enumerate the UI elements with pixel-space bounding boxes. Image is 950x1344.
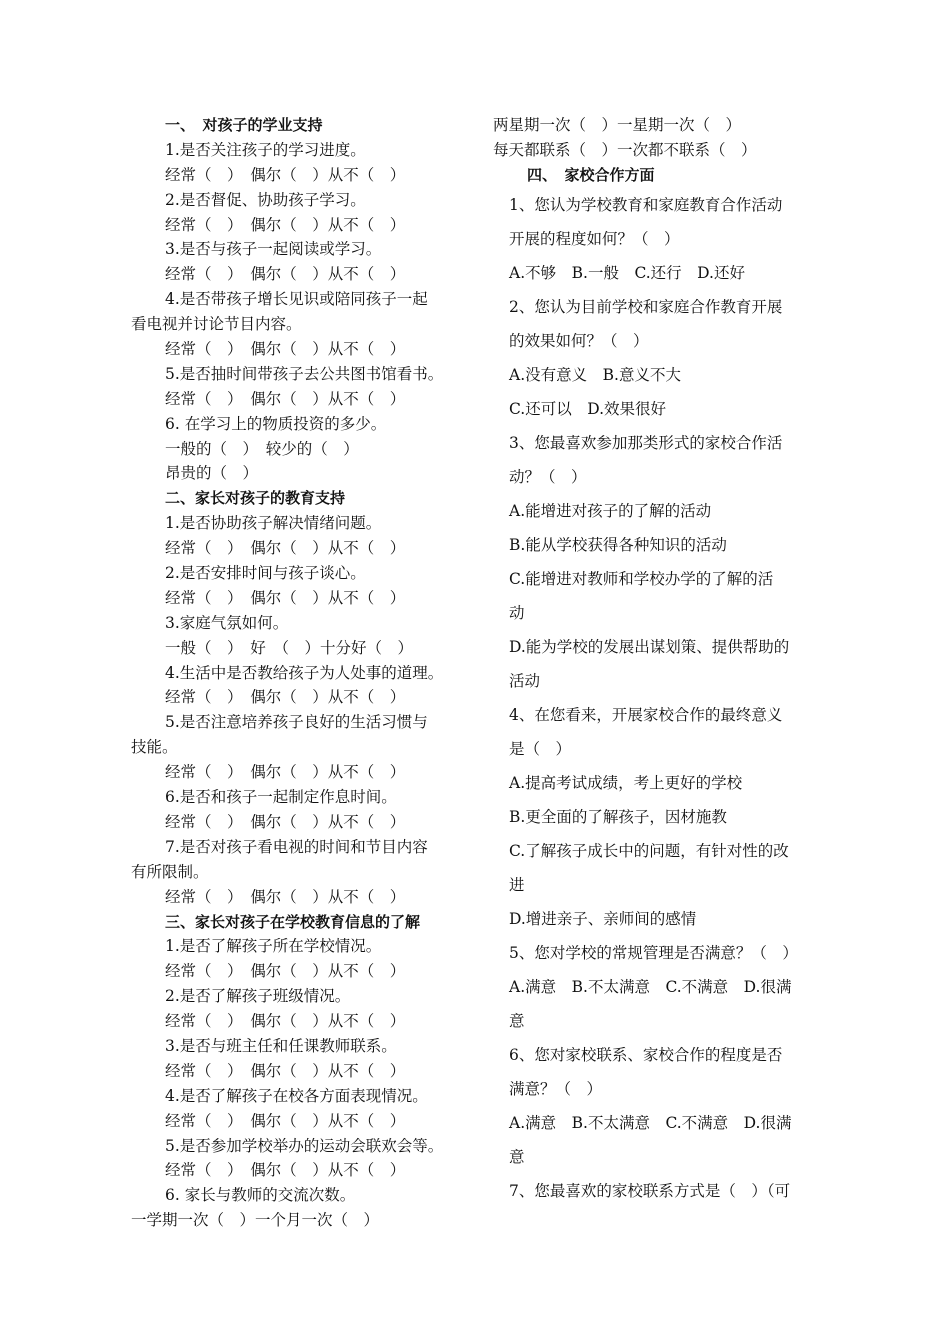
left-line: 有所限制。 (131, 862, 209, 881)
right-top-line: 每天都联系（ ）一次都不联系（ ） (493, 140, 757, 159)
right-line: 意 (509, 1147, 525, 1166)
right-top-block (493, 113, 813, 188)
right-line: 动？（ ） (509, 467, 587, 486)
left-line: 6. 在学习上的物质投资的多少。 (165, 414, 387, 433)
right-line: 是（ ） (509, 739, 572, 758)
left-line: 1.是否了解孩子所在学校情况。 (165, 937, 382, 956)
left-line: 经常（ ） 偶尔（ ）从不（ ） (165, 1061, 406, 1080)
left-line: 3.家庭气氛如何。 (165, 613, 289, 632)
right-line: 7、您最喜欢的家校联系方式是（ ）（可 (509, 1181, 791, 1200)
left-line: 看电视并讨论节目内容。 (131, 315, 302, 334)
left-line: 经常（ ） 偶尔（ ）从不（ ） (165, 265, 406, 284)
right-line: 2、您认为目前学校和家庭合作教育开展 (509, 297, 783, 316)
right-questions-block (493, 188, 813, 1208)
right-top-line: 两星期一次（ ）一星期一次（ ） (493, 116, 742, 134)
right-line: C.了解孩子成长中的问题，有针对性的改 (509, 841, 789, 860)
right-line: 进 (509, 875, 525, 894)
left-line: 经常（ ） 偶尔（ ）从不（ ） (165, 165, 406, 184)
left-line: 3.是否与孩子一起阅读或学习。 (165, 240, 382, 259)
left-line: 2.是否督促、协助孩子学习。 (165, 190, 366, 209)
left-line: 5.是否注意培养孩子良好的生活习惯与 (165, 713, 428, 732)
left-line: 一般（ ） 好 （ ）十分好（ ） (165, 638, 414, 657)
section-heading: 四、 家校合作方面 (527, 165, 655, 184)
right-line: D.能为学校的发展出谋划策、提供帮助的 (509, 637, 790, 656)
right-line: B.更全面的了解孩子，因材施教 (509, 807, 727, 826)
left-line: 经常（ ） 偶尔（ ）从不（ ） (165, 962, 406, 981)
left-line: 经常（ ） 偶尔（ ）从不（ ） (165, 763, 406, 782)
right-line: A.没有意义 B.意义不大 (509, 365, 681, 384)
section-heading: 三、家长对孩子在学校教育信息的了解 (165, 912, 421, 931)
left-line: 6. 家长与教师的交流次数。 (165, 1186, 356, 1205)
left-line: 经常（ ） 偶尔（ ）从不（ ） (165, 1161, 406, 1180)
right-line: 6、您对家校联系、家校合作的程度是否 (509, 1045, 783, 1064)
left-line: 1.是否关注孩子的学习进度。 (165, 140, 366, 159)
right-line: A.提高考试成绩，考上更好的学校 (509, 773, 743, 792)
left-line: 2.是否了解孩子班级情况。 (165, 987, 351, 1006)
right-line: 意 (509, 1011, 525, 1030)
right-line: A.满意 B.不太满意 C.不满意 D.很满 (509, 977, 792, 996)
left-line: 技能。 (131, 738, 178, 757)
left-line: 4.是否了解孩子在校各方面表现情况。 (165, 1086, 428, 1105)
right-line: 4、在您看来，开展家校合作的最终意义 (509, 705, 783, 724)
right-line: A.能增进对孩子的了解的活动 (509, 501, 712, 520)
left-line: 经常（ ） 偶尔（ ）从不（ ） (165, 588, 406, 607)
left-line: 6.是否和孩子一起制定作息时间。 (165, 788, 397, 807)
left-line: 经常（ ） 偶尔（ ）从不（ ） (165, 389, 406, 408)
left-line: 3.是否与班主任和任课教师联系。 (165, 1036, 397, 1055)
right-line: 满意？（ ） (509, 1079, 603, 1098)
right-line: 3、您最喜欢参加那类形式的家校合作活 (509, 433, 783, 452)
right-line: 的效果如何？（ ） (509, 331, 649, 350)
section-heading: 二、家长对孩子的教育支持 (165, 489, 346, 508)
left-line: 5.是否参加学校举办的运动会联欢会等。 (165, 1136, 444, 1155)
left-line: 经常（ ） 偶尔（ ）从不（ ） (165, 340, 406, 359)
right-line: A.满意 B.不太满意 C.不满意 D.很满 (509, 1113, 792, 1132)
left-line: 经常（ ） 偶尔（ ）从不（ ） (165, 1012, 406, 1031)
left-line: 4.是否带孩子增长见识或陪同孩子一起 (165, 290, 428, 309)
left-line: 经常（ ） 偶尔（ ）从不（ ） (165, 215, 406, 234)
left-line: 经常（ ） 偶尔（ ）从不（ ） (165, 812, 406, 831)
left-line: 2.是否安排时间与孩子谈心。 (165, 564, 366, 583)
right-line: 开展的程度如何？（ ） (509, 229, 680, 248)
left-line: 经常（ ） 偶尔（ ）从不（ ） (165, 1111, 406, 1130)
right-line: B.能从学校获得各种知识的活动 (509, 535, 727, 554)
right-column (493, 113, 813, 1208)
left-line: 7.是否对孩子看电视的时间和节目内容 (165, 837, 428, 856)
section-heading: 一、 对孩子的学业支持 (165, 116, 323, 134)
left-line: 5.是否抽时间带孩子去公共图书馆看书。 (165, 364, 444, 383)
right-line: D.增进亲子、亲师间的感情 (509, 909, 697, 928)
right-line: A.不够 B.一般 C.还行 D.还好 (509, 263, 745, 282)
left-line: 经常（ ） 偶尔（ ）从不（ ） (165, 887, 406, 906)
right-line: 5、您对学校的常规管理是否满意？（ ） (509, 943, 798, 962)
left-line: 经常（ ） 偶尔（ ）从不（ ） (165, 688, 406, 707)
left-line: 经常（ ） 偶尔（ ）从不（ ） (165, 539, 406, 558)
left-column (131, 113, 471, 1233)
left-line: 一般的（ ） 较少的（ ） (165, 439, 359, 458)
left-line: 1.是否协助孩子解决情绪问题。 (165, 514, 382, 533)
right-line: C.还可以 D.效果很好 (509, 399, 667, 418)
right-line: 活动 (509, 671, 541, 690)
right-line: 1、您认为学校教育和家庭教育合作活动 (509, 195, 783, 214)
right-line: 动 (509, 603, 525, 622)
right-line: C.能增进对教师和学校办学的了解的活 (509, 569, 774, 588)
left-line: 4.生活中是否教给孩子为人处事的道理。 (165, 663, 444, 682)
left-line: 昂贵的（ ） (165, 464, 259, 483)
left-line: 一学期一次（ ）一个月一次（ ） (131, 1211, 380, 1230)
